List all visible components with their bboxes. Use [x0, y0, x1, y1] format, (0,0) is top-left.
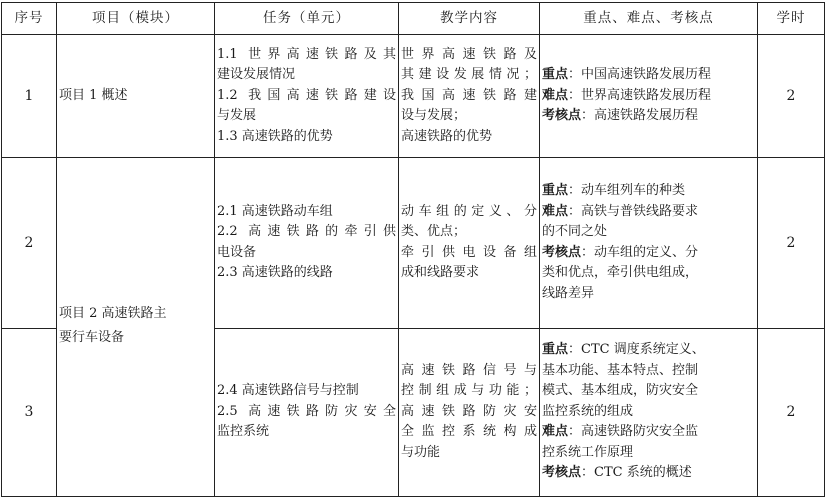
- task-line: 1.3 高速铁路的优势: [217, 128, 333, 144]
- seq-cell: 3: [2, 328, 57, 496]
- task-line: 电设备: [217, 244, 257, 260]
- header-seq: 序号: [2, 3, 57, 35]
- focus-line: [542, 86, 755, 107]
- table-row: [2, 35, 825, 158]
- focus-line: 线路差异: [542, 285, 595, 301]
- focus-cell: [540, 328, 758, 496]
- task-line: 1.1 世界高速铁路及其: [217, 46, 396, 62]
- task-line: 监控系统: [217, 424, 270, 440]
- content-cell: [399, 158, 540, 329]
- content-line: 全监控系统构成: [401, 424, 537, 440]
- focus-label: 难点: [542, 424, 569, 440]
- hours-cell: 2: [758, 328, 825, 496]
- focus-label: 考核点: [542, 244, 582, 260]
- content-cell: [399, 35, 540, 158]
- task-line: 2.3 高速铁路的线路: [217, 265, 333, 281]
- focus-line: [542, 243, 755, 264]
- content-line: 高速铁路的优势: [401, 128, 493, 144]
- task-cell: [215, 35, 399, 158]
- content-cell: [399, 328, 540, 496]
- content-line: 我国高速铁路建: [401, 87, 537, 103]
- content-line: 设与发展；: [401, 108, 467, 124]
- content-line: 高速铁路防灾安: [401, 403, 537, 419]
- content-line: 与功能: [401, 444, 441, 460]
- task-line: 建设发展情况: [217, 67, 296, 83]
- task-line: 2.1 高速铁路动车组: [217, 203, 333, 219]
- content-line: 成和线路要求: [401, 265, 480, 281]
- header-row: [2, 3, 825, 35]
- focus-cell: [540, 158, 758, 329]
- focus-line: [542, 106, 755, 127]
- content-line: 控制组成与功能；: [401, 383, 537, 399]
- focus-line: 类和优点，牵引供电组成，: [542, 265, 699, 281]
- header-content: 教学内容: [399, 3, 540, 35]
- table-row: [2, 158, 825, 329]
- header-task: 任务（单元）: [215, 3, 399, 35]
- seq-cell: 2: [2, 158, 57, 329]
- project-cell: 项目 1 概述: [57, 35, 215, 158]
- focus-text: ：动车组列车的种类: [568, 183, 686, 199]
- header-focus: 重点、难点、考核点: [540, 3, 758, 35]
- task-line: 2.4 高速铁路信号与控制: [217, 383, 359, 399]
- focus-cell: [540, 35, 758, 158]
- focus-text: ：高速铁路防灾安全监: [568, 424, 699, 440]
- focus-label: 难点: [542, 203, 569, 219]
- hours-cell: 2: [758, 35, 825, 158]
- content-line: 牵引供电设备组: [401, 244, 537, 260]
- header-hours: 学时: [758, 3, 825, 35]
- task-line: 1.2 我国高速铁路建设: [217, 87, 396, 103]
- focus-text: ：中国高速铁路发展历程: [568, 67, 712, 83]
- task-line: 与发展: [217, 108, 257, 124]
- project-cell: 要行车设备: [57, 328, 215, 496]
- task-line: 2.5 高速铁路防灾安全: [217, 403, 396, 419]
- task-cell: [215, 328, 399, 496]
- course-plan-table: [1, 2, 825, 497]
- content-line: 世界高速铁路及: [401, 46, 537, 62]
- focus-text: ：高铁与普铁线路要求: [568, 203, 699, 219]
- focus-text: ：CTC 调度系统定义、: [568, 342, 705, 358]
- focus-text: ：高速铁路发展历程: [581, 108, 699, 124]
- focus-line: 控系统工作原理: [542, 444, 634, 460]
- focus-label: 考核点: [542, 465, 582, 481]
- focus-label: 难点: [542, 87, 569, 103]
- focus-text: ：世界高速铁路发展历程: [568, 87, 712, 103]
- focus-line: [542, 422, 755, 443]
- header-project: 项目（模块）: [57, 3, 215, 35]
- task-line: 2.2 高速铁路的牵引供: [217, 224, 396, 240]
- focus-line: [542, 202, 755, 223]
- focus-line: [542, 340, 755, 361]
- seq-cell: 1: [2, 35, 57, 158]
- focus-line: [542, 65, 755, 86]
- focus-line: [542, 181, 755, 202]
- content-line: 动车组的定义、分: [401, 203, 537, 219]
- focus-line: 监控系统的组成: [542, 403, 634, 419]
- focus-label: 重点: [542, 342, 569, 358]
- focus-line: 模式、基本组成，防灾安全: [542, 383, 699, 399]
- content-line: 其建设发展情况；: [401, 67, 537, 83]
- focus-line: 基本功能、基本特点、控制: [542, 362, 699, 378]
- focus-label: 重点: [542, 67, 569, 83]
- focus-text: ：CTC 系统的概述: [581, 465, 692, 481]
- focus-label: 考核点: [542, 108, 582, 124]
- table-row: [2, 328, 825, 496]
- focus-line: 的不同之处: [542, 224, 608, 240]
- focus-line: [542, 463, 755, 484]
- focus-text: ：动车组的定义、分: [581, 244, 699, 260]
- project-cell: 项目 2 高速铁路主: [57, 158, 215, 329]
- focus-label: 重点: [542, 183, 569, 199]
- hours-cell: 2: [758, 158, 825, 329]
- task-cell: [215, 158, 399, 329]
- content-line: 高速铁路信号与: [401, 362, 537, 378]
- content-line: 类、优点；: [401, 224, 467, 240]
